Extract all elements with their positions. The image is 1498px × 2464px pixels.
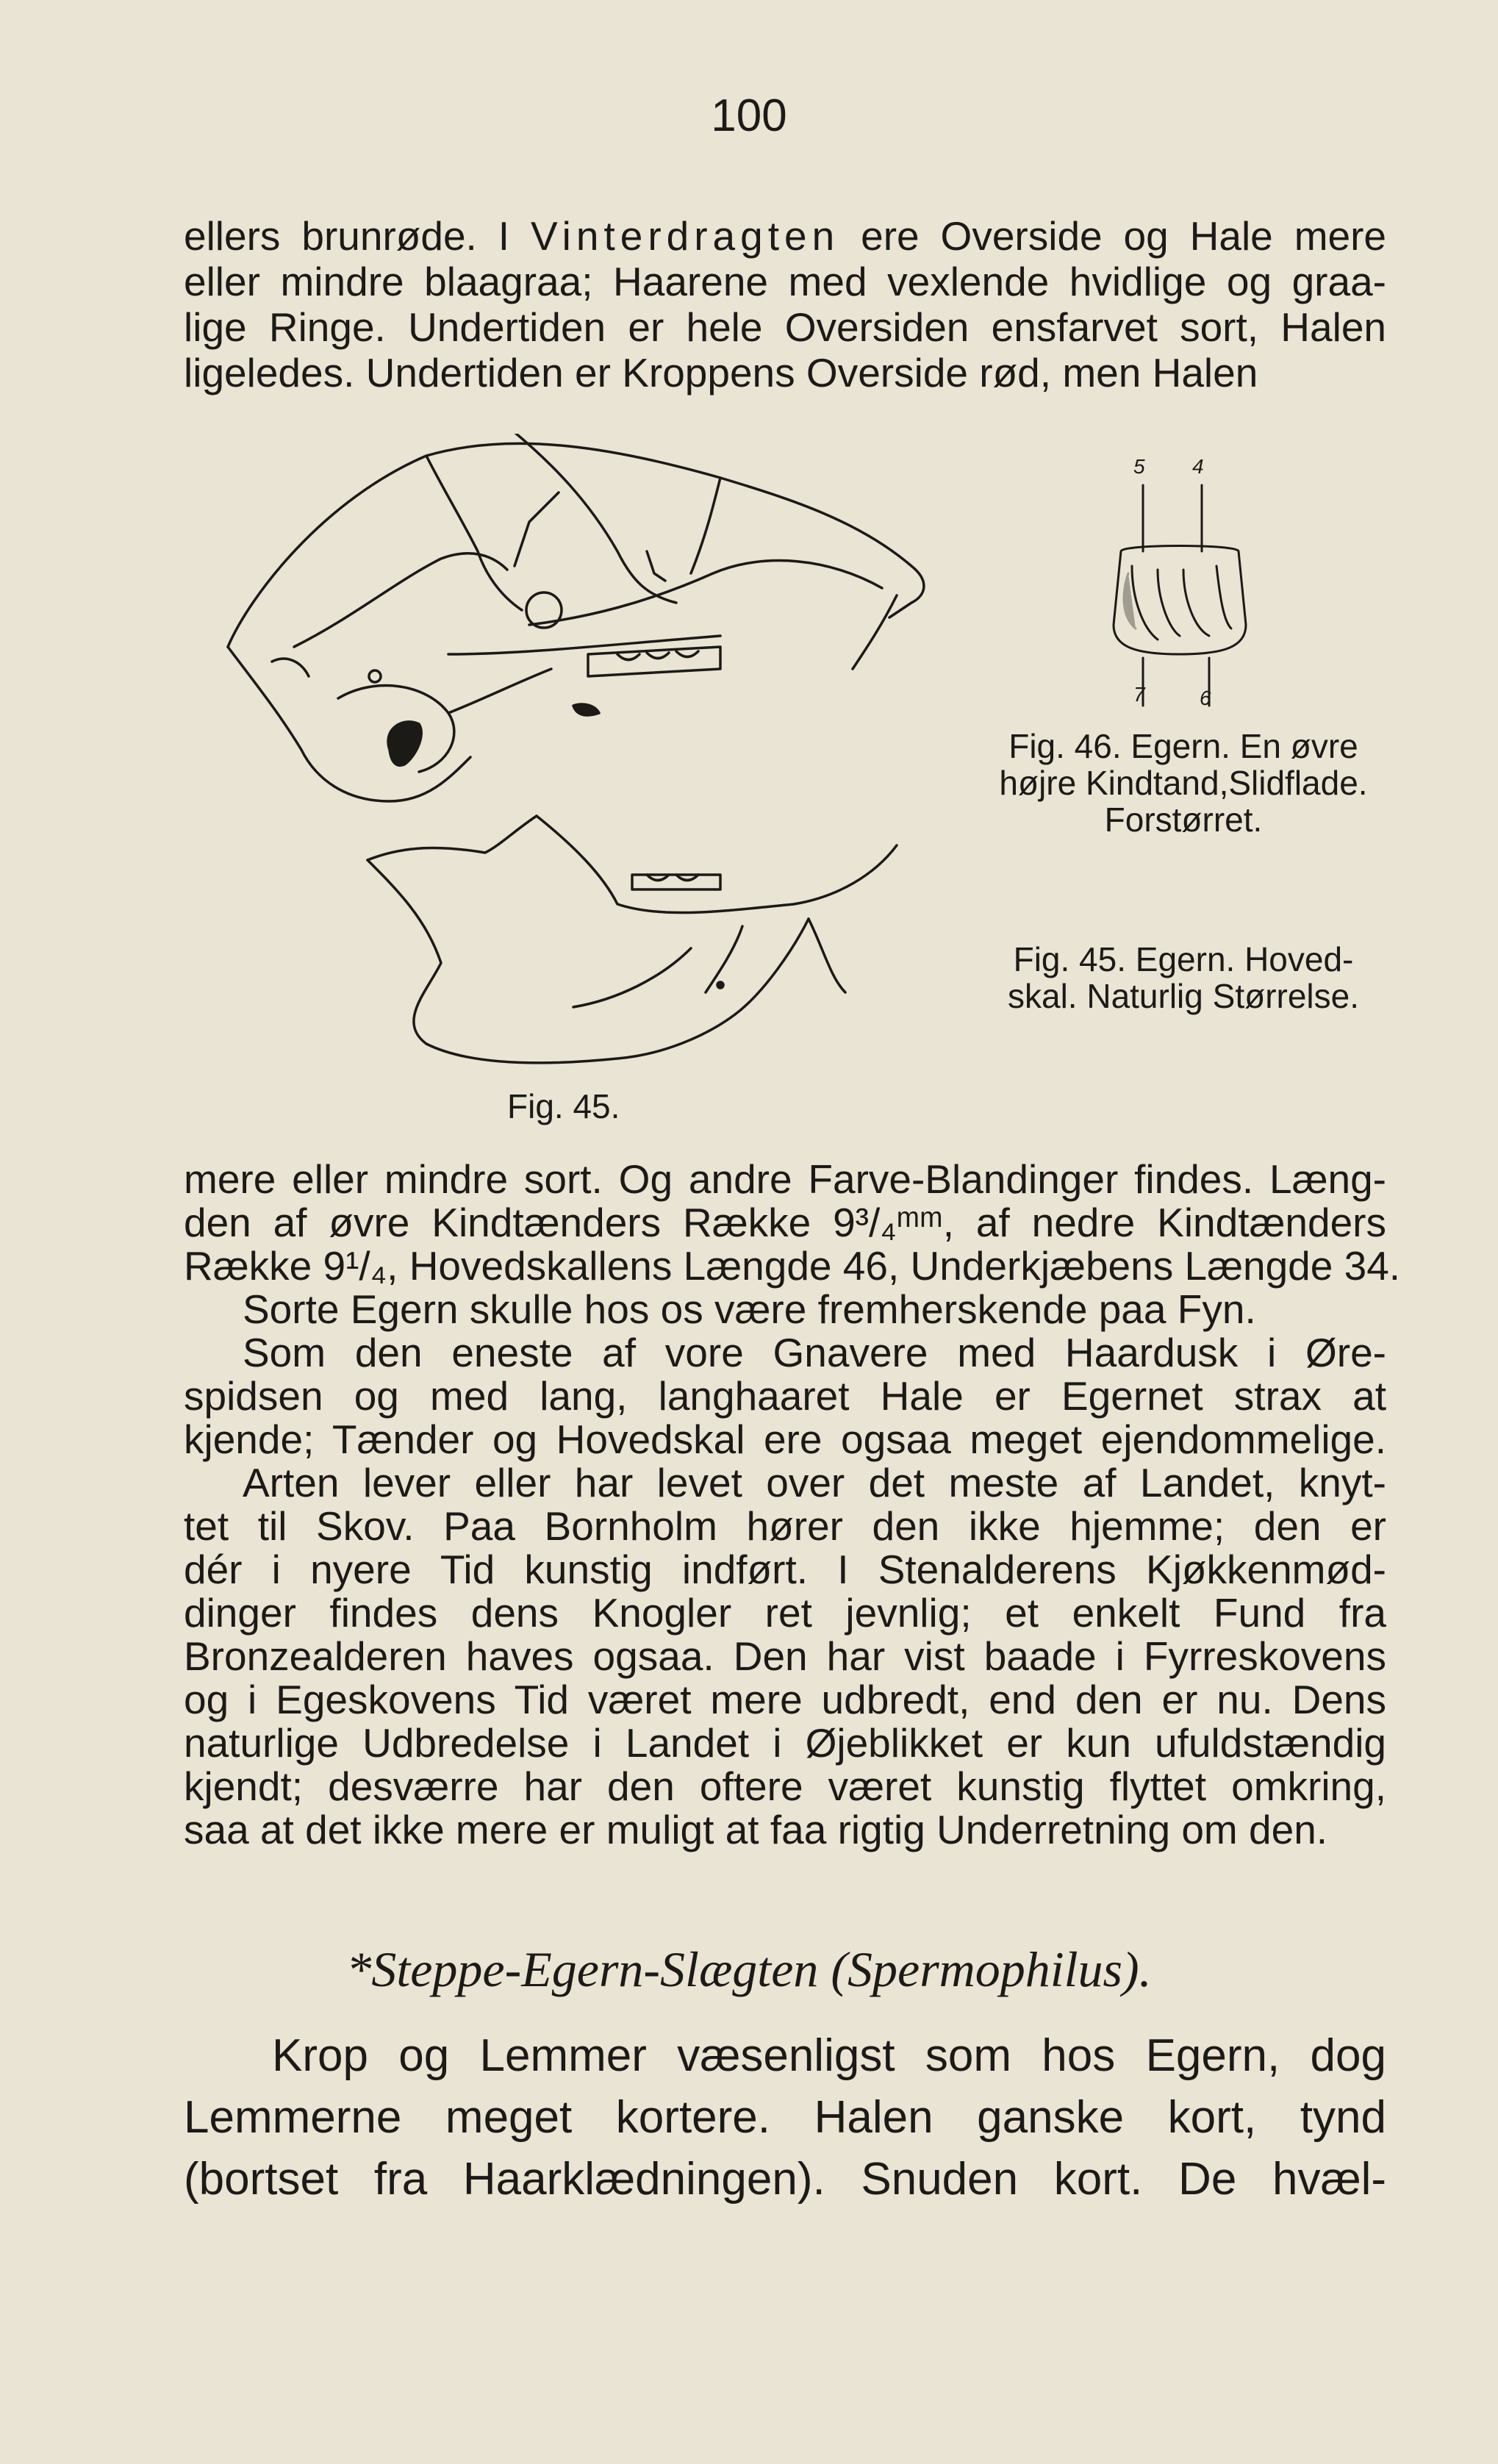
text-line: (bortset fra Haarklædningen). Snuden kort. De hvæl- bbox=[184, 2154, 1386, 2205]
text-line: eller mindre blaagraa; Haarene med vexlende hvidlige og graa- bbox=[184, 259, 1386, 304]
caption-line: skal. Naturlig Størrelse. bbox=[1007, 977, 1359, 1015]
main-paragraph bbox=[184, 1156, 1401, 1852]
fig45-caption bbox=[970, 941, 1397, 1014]
text-line: ligeledes. Undertiden er Kroppens Overside rød, men Halen bbox=[184, 350, 1258, 395]
text-line: Som den eneste af vore Gnavere med Haardusk i Øre- bbox=[243, 1330, 1386, 1375]
top-paragraph bbox=[184, 213, 1386, 395]
tooth-number-4: 4 bbox=[1192, 455, 1204, 478]
caption-line: højre Kindtand,Slidflade. bbox=[999, 764, 1368, 802]
text-line: tet til Skov. Paa Bornholm hører den ikke hjemme; den er bbox=[184, 1503, 1386, 1549]
text-line: Lemmerne meget kortere. Halen ganske kort, tynd bbox=[184, 2092, 1386, 2143]
text-line: dinger findes dens Knogler ret jevnlig; et enkelt Fund fra bbox=[184, 1590, 1386, 1636]
tooth-number-7: 7 bbox=[1133, 683, 1145, 706]
text-line: og i Egeskovens Tid været mere udbredt, end den er nu. Dens bbox=[184, 1677, 1386, 1722]
text-line: Arten lever eller har levet over det meste af Landet, knyt- bbox=[243, 1460, 1386, 1505]
figure-block bbox=[206, 434, 1397, 1139]
fig45-label: Fig. 45. bbox=[507, 1087, 620, 1125]
text-line: mere eller mindre sort. Og andre Farve-Blandinger findes. Læng- bbox=[184, 1156, 1386, 1202]
caption-line: Fig. 46. Egern. En øvre bbox=[1008, 727, 1358, 765]
text-line: ellers brunrøde. I Vinterdragten ere Overside og Hale mere bbox=[184, 213, 1386, 259]
section-paragraph bbox=[184, 2025, 1386, 2210]
text-line: lige Ringe. Undertiden er hele Oversiden ensfarvet sort, Halen bbox=[184, 304, 1386, 350]
text-line: Sorte Egern skulle hos os være fremherskende paa Fyn. bbox=[243, 1286, 1256, 1332]
text-line: Række 9¹/₄, Hovedskallens Længde 46, Underkjæbens Længde 34. bbox=[184, 1243, 1401, 1289]
page-number: 100 bbox=[711, 90, 787, 141]
skull-illustration bbox=[206, 434, 985, 1081]
text-line: dér i nyere Tid kunstig indført. I Stenalderens Kjøkkenmød- bbox=[184, 1547, 1386, 1592]
fig46-caption bbox=[970, 728, 1397, 838]
tooth-number-6: 6 bbox=[1200, 687, 1211, 709]
text-line: Bronzealderen haves ogsaa. Den har vist baade i Fyrreskovens bbox=[184, 1633, 1386, 1679]
text-line: den af øvre Kindtænders Række 9³/₄ᵐᵐ, af nedre Kindtænders bbox=[184, 1200, 1386, 1245]
text-line: kjendt; desværre har den oftere været kunstig flyttet omkring, bbox=[184, 1763, 1386, 1809]
text-line: kjende; Tænder og Hovedskal ere ogsaa meget ejendommelige. bbox=[184, 1417, 1386, 1462]
text-line: Krop og Lemmer væsenligst som hos Egern, dog bbox=[272, 2030, 1386, 2081]
caption-line: Fig. 45. Egern. Hoved- bbox=[1013, 940, 1354, 978]
molar-illustration bbox=[1099, 470, 1261, 735]
section-heading: *Steppe-Egern-Slægten (Spermophilus). bbox=[346, 1941, 1152, 1997]
caption-line: Forstørret. bbox=[1104, 801, 1263, 839]
text-line: naturlige Udbredelse i Landet i Øjeblikket er kun ufuldstændig bbox=[184, 1720, 1386, 1766]
text-line: spidsen og med lang, langhaaret Hale er Egernet strax at bbox=[184, 1373, 1386, 1419]
tooth-number-5: 5 bbox=[1133, 455, 1145, 478]
text-line: saa at det ikke mere er muligt at faa rigtig Underretning om den. bbox=[184, 1807, 1328, 1852]
